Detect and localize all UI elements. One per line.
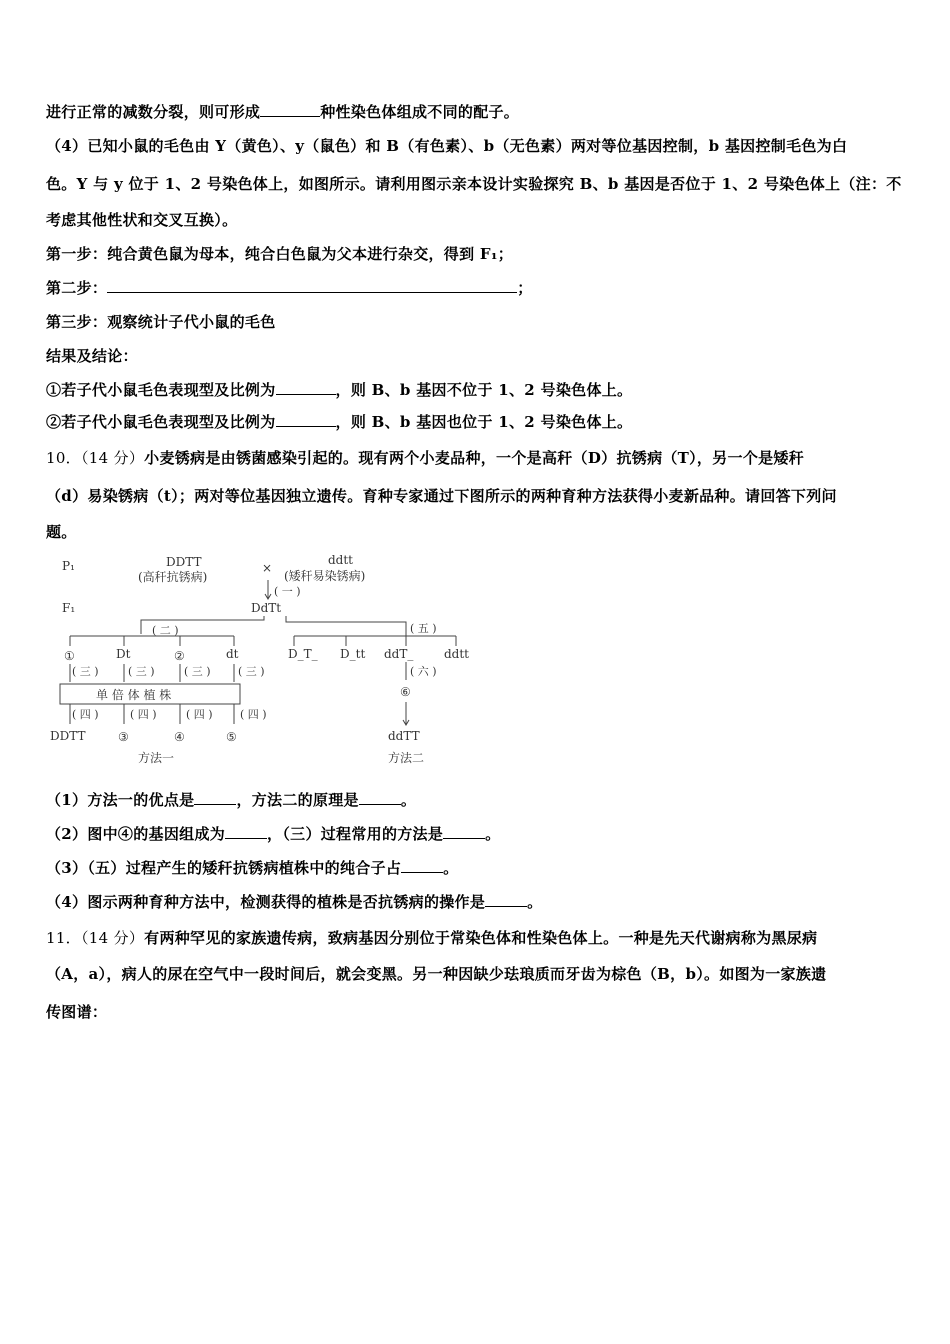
text-line: 传图谱： [46,1003,108,1021]
text-fragment: 。 [443,859,459,877]
cross-symbol: × [262,561,273,575]
step-4-label: ( 四 ) [240,708,267,721]
text-line: （d）易染锈病（t）；两对等位基因独立遗传。育种专家通过下图所示的两种育种方法获得小麦新品种。请回答下列问 [46,487,837,505]
text-line [46,412,916,432]
branch-line [286,616,406,636]
text-line [46,380,916,400]
step-4-label: ( 四 ) [72,708,99,721]
text-fragment: 进行正常的减数分裂，则可形成 [46,103,261,121]
text-fragment: 。 [527,893,543,911]
sub-question-1 [46,790,916,810]
text-fragment: ，方法二的原理是 [236,791,359,809]
text-line: 第三步：观察统计子代小鼠的毛色 [46,313,276,331]
gamete-3: ② [174,649,185,663]
text-fragment: 。 [400,791,417,809]
gamete-2: Dt [116,647,131,661]
method-1-label: 方法一 [138,751,175,765]
result-3: ③ [118,730,129,744]
text-fragment: （3）（五）过程产生的矮秆抗锈病植株中的纯合子占 [46,859,402,877]
text-fragment: （1）方法一的优点是 [46,791,195,809]
f2-genotype-4: ddtt [444,647,470,661]
answer-blank [194,790,236,805]
step-4-label: ( 四 ) [130,708,157,721]
step-3-label: ( 三 ) [72,665,99,678]
method-2-label: 方法二 [388,751,425,765]
step-1-label: ( 一 ) [274,585,301,598]
f2-genotype-2: D_tt [340,647,366,661]
parent1-desc: (高秆抗锈病) [138,570,208,584]
text-line: （4）已知小鼠的毛色由 Y（黄色）、y（鼠色）和 B（有色素）、b（无色素）两对等位基因控制，b 基因控制毛色为白 [46,137,848,155]
step-3-label: ( 三 ) [238,665,265,678]
text-fragment: ，（三）过程常用的方法是 [267,825,444,843]
answer-blank [276,380,336,395]
text-line: 考虑其他性状和交叉互换）。 [46,211,238,229]
label-p1: P₁ [62,559,75,573]
text-line: 第一步：纯合黄色鼠为母本，纯合白色鼠为父本进行杂交，得到 F₁； [46,245,514,263]
text-fragment: （2）图中④的基因组成为 [46,825,226,843]
result-6: ⑥ [400,685,411,699]
step-3-label: ( 三 ) [128,665,155,678]
text-fragment: ，则 B、b 基因不位于 1、2 号染色体上。 [335,381,633,399]
text-fragment: ； [517,279,533,297]
question-number: 11．（14 分） [46,929,145,947]
sub-question-3 [46,858,916,878]
answer-blank [443,824,485,839]
f1-genotype: DdTt [251,601,282,615]
gamete-1: ① [64,649,75,663]
result-5: ⑤ [226,730,237,744]
step-5-label: ( 五 ) [410,622,437,635]
text-fragment: ②若子代小鼠毛色表现型及比例为 [46,413,276,431]
sub-question-4 [46,892,916,912]
text-fragment: 小麦锈病是由锈菌感染引起的。现有两个小麦品种，一个是高秆（D）抗锈病（T），另一个是矮秆 [144,449,805,467]
parent1-genotype: DDTT [166,555,202,569]
text-fragment: ①若子代小鼠毛色表现型及比例为 [46,381,276,399]
result-ddtt-2: ddTT [388,729,420,743]
gamete-4: dt [226,647,239,661]
text-fragment: 第二步： [46,279,108,297]
answer-blank [225,824,267,839]
haploid-label: 单 倍 体 植 株 [96,688,172,702]
f2-genotype-1: D_T_ [288,647,318,661]
answer-blank [260,102,320,117]
label-f1: F₁ [62,601,76,615]
text-line: 结果及结论： [46,347,138,365]
answer-blank [107,278,517,293]
answer-blank [276,412,336,427]
text-fragment: 有两种罕见的家族遗传病，致病基因分别位于常染色体和性染色体上。一种是先天代谢病称为黑尿病 [144,929,818,947]
result-4: ④ [174,730,185,744]
question-10-line [46,448,916,468]
text-line: 题。 [46,523,77,541]
parent2-genotype: ddtt [328,553,354,567]
text-line [46,278,916,298]
text-fragment: （4）图示两种育种方法中，检测获得的植株是否抗锈病的操作是 [46,893,486,911]
result-ddtt: DDTT [50,729,86,743]
answer-blank [485,892,527,907]
breeding-diagram [46,548,486,773]
text-line [46,102,916,122]
answer-blank [401,858,443,873]
f2-genotype-3: ddT_ [384,647,414,661]
text-line: （A，a），病人的尿在空气中一段时间后，就会变黑。另一种因缺少珐琅质而牙齿为棕色（B，b）。如图为一家族遗 [46,965,827,983]
step-3-label: ( 三 ) [184,665,211,678]
text-fragment: 。 [485,825,501,843]
text-fragment: 种性染色体组成不同的配子。 [320,103,520,121]
sub-question-2 [46,824,916,844]
question-number: 10．（14 分） [46,449,145,467]
parent2-desc: (矮秆易染锈病) [284,569,366,583]
text-fragment: ，则 B、b 基因也位于 1、2 号染色体上。 [335,413,633,431]
step-2-label: ( 二 ) [152,624,179,637]
question-11-line [46,928,916,948]
answer-blank [359,790,401,805]
text-line: 色。Y 与 y 位于 1、2 号染色体上，如图所示。请利用图示亲本设计实验探究 B、b 基因是否位于 1、2 号染色体上（注：不 [46,175,902,193]
step-4-label: ( 四 ) [186,708,213,721]
step-6-label: ( 六 ) [410,665,437,678]
